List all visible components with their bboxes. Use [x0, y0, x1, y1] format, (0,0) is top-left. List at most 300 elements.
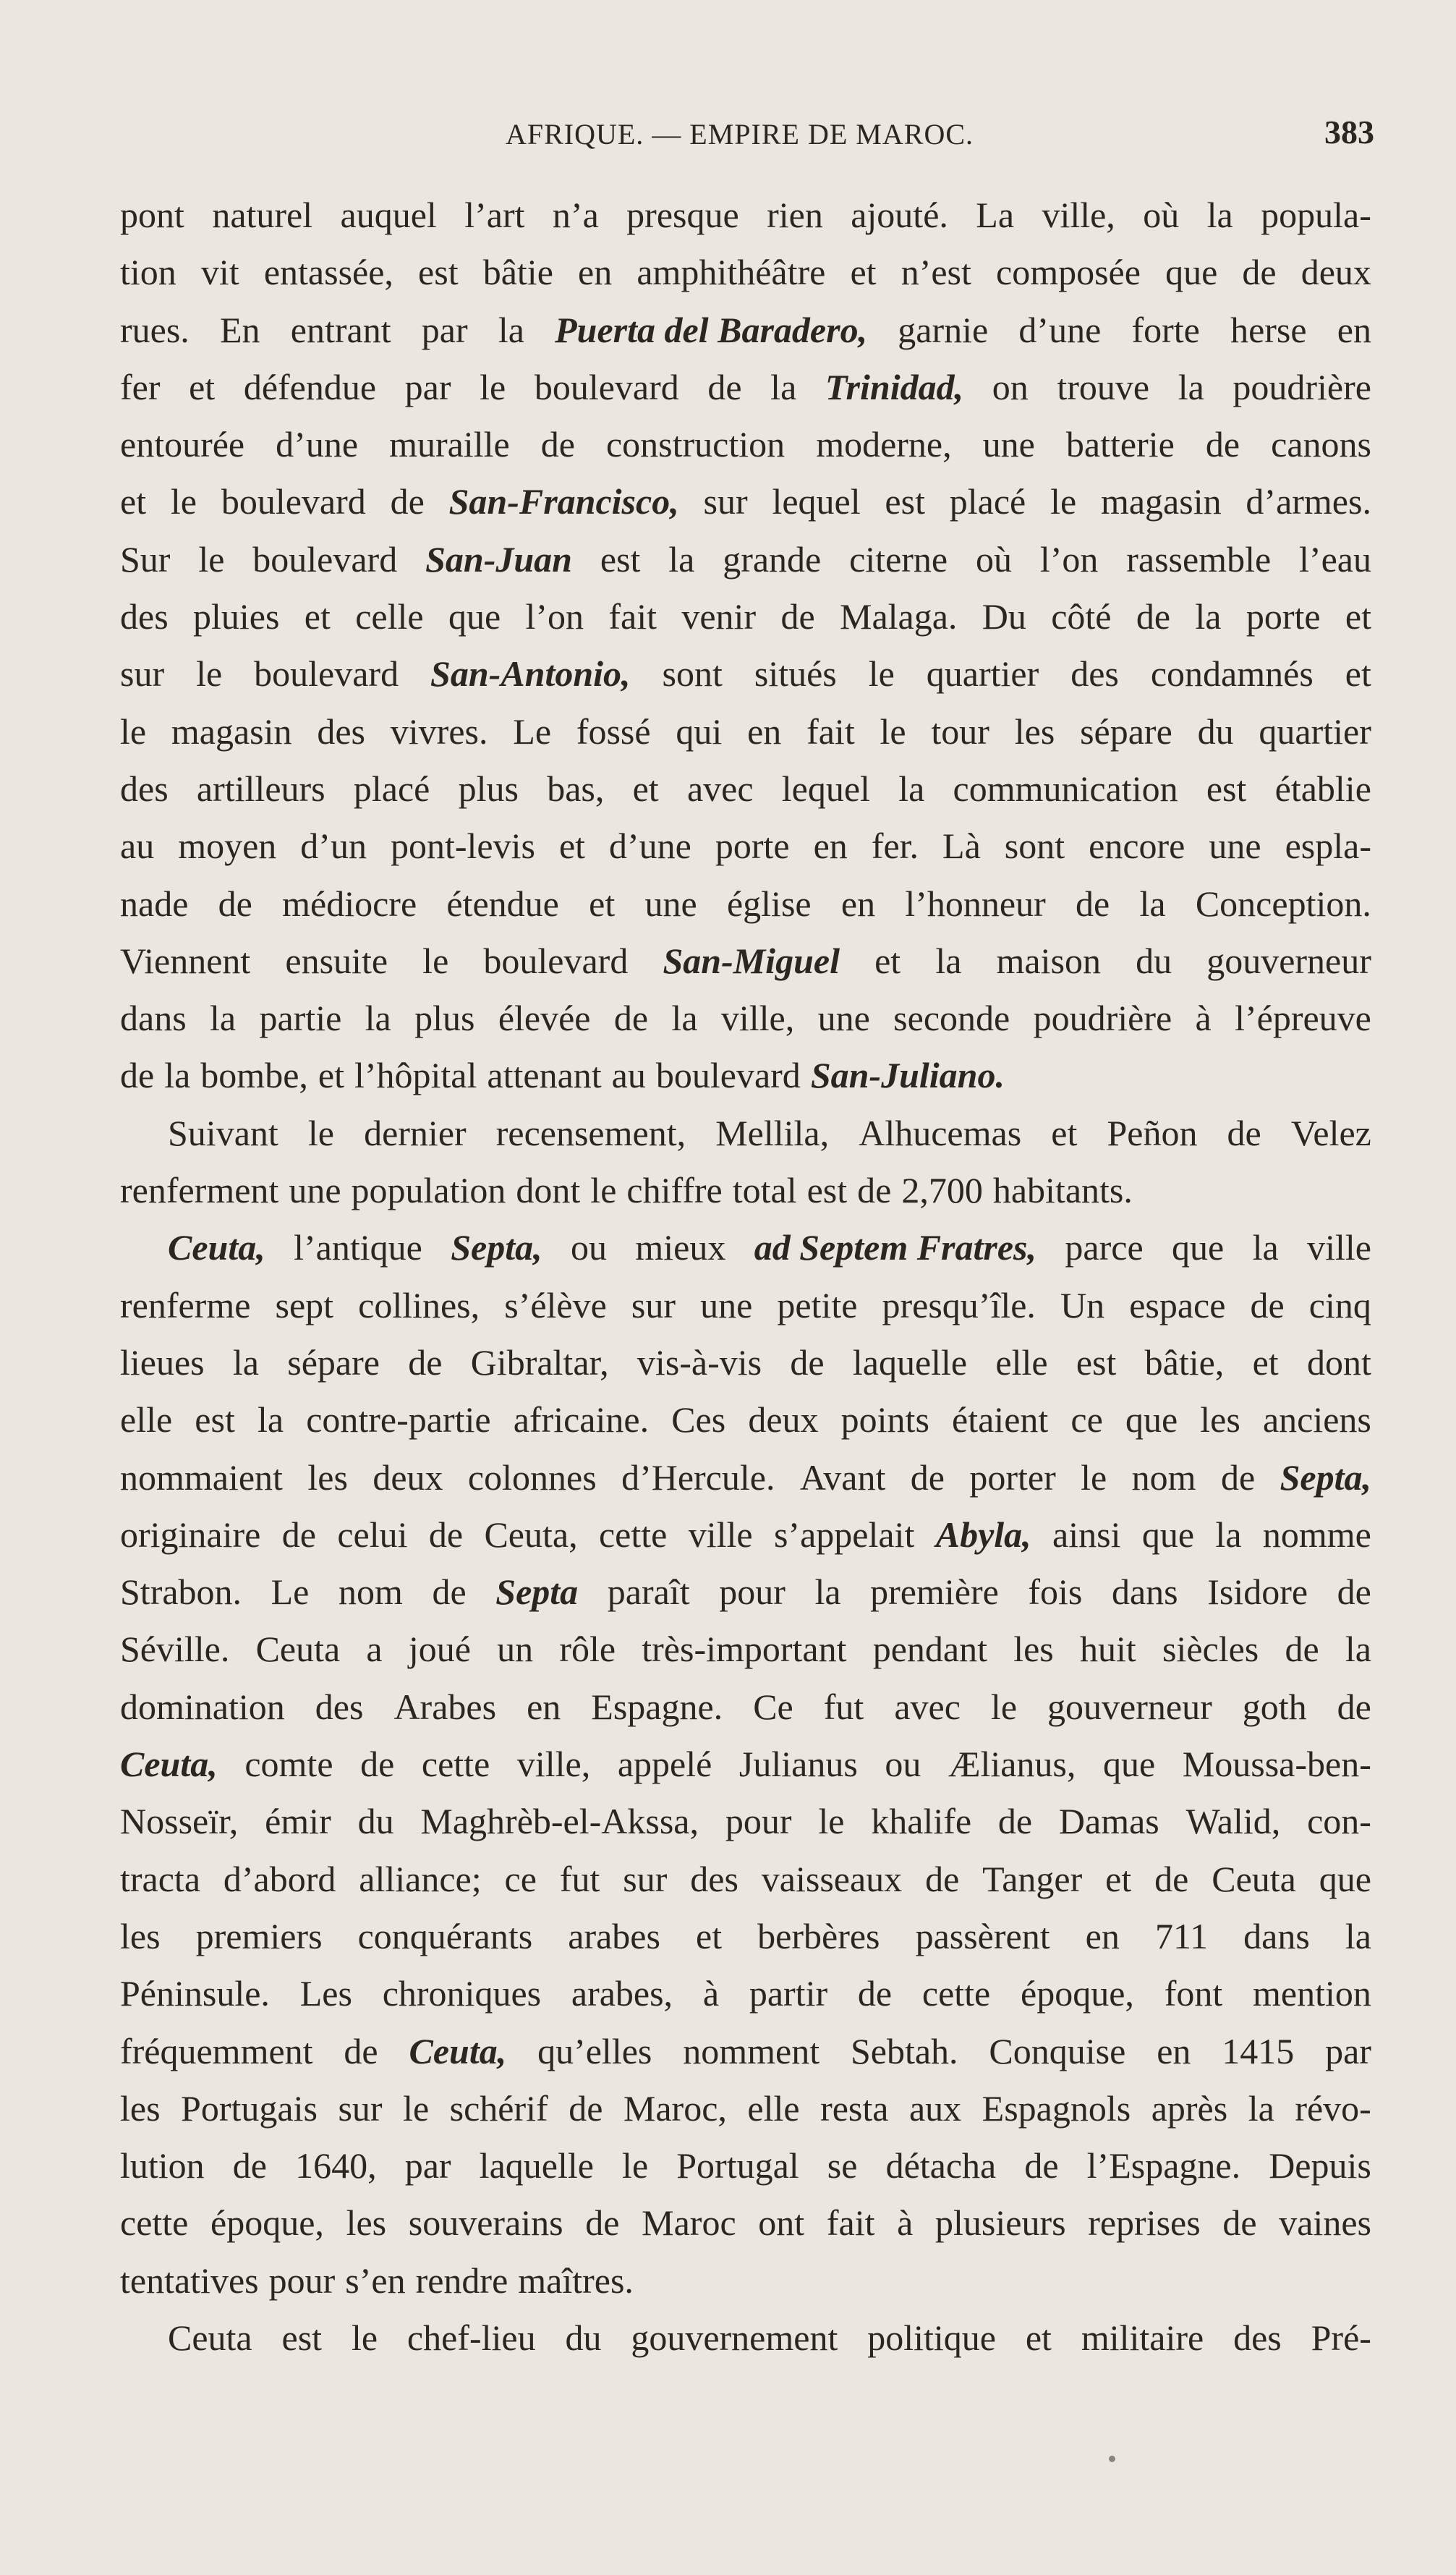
- word: Septa,: [451, 1227, 542, 1268]
- word: 711: [1154, 1915, 1209, 1956]
- word: une: [289, 1170, 341, 1211]
- word: renferme: [120, 1284, 251, 1325]
- word: et: [632, 768, 659, 809]
- word: en: [1085, 1915, 1120, 1956]
- word: attenant: [487, 1055, 602, 1096]
- word: des: [315, 1686, 364, 1727]
- word: la: [1215, 1514, 1242, 1555]
- word: ensuite: [285, 940, 388, 981]
- word: époque,: [1021, 1973, 1134, 2014]
- word: Péninsule.: [120, 1973, 270, 2014]
- text-line: [120, 875, 1371, 933]
- word: elle: [747, 2087, 800, 2129]
- word: tour: [931, 710, 989, 752]
- word: de: [997, 1801, 1033, 1842]
- word: après: [1151, 2087, 1228, 2129]
- word: arabes,: [571, 1973, 673, 2014]
- word: par: [404, 2145, 451, 2186]
- word: le: [1050, 481, 1077, 522]
- word: une: [644, 883, 697, 924]
- word: domination: [120, 1686, 285, 1727]
- word: Ceuta,: [168, 1227, 265, 1268]
- word: par: [421, 309, 468, 350]
- word: et: [874, 940, 901, 981]
- ink-speck: [1109, 2456, 1115, 2462]
- word: Maroc,: [623, 2087, 727, 2129]
- word: recensement,: [495, 1112, 686, 1153]
- text-line: [120, 2252, 1371, 2309]
- word: Puerta del Baradero,: [555, 309, 868, 350]
- word: les: [120, 1915, 161, 1956]
- word: naturel: [212, 195, 313, 235]
- word: en: [1337, 309, 1371, 350]
- word: gouvernement: [631, 2317, 838, 2358]
- word: Arabes: [393, 1686, 497, 1727]
- word: le: [307, 1112, 334, 1153]
- word: qu’elles: [537, 2030, 652, 2071]
- word: de: [585, 2202, 620, 2244]
- word: plus: [414, 998, 475, 1039]
- word: pont: [120, 195, 184, 235]
- word: en: [840, 883, 876, 924]
- word: étendue: [446, 883, 559, 924]
- word: de: [540, 424, 575, 465]
- word: Séville.: [120, 1629, 230, 1670]
- word: où: [975, 538, 1012, 580]
- word: premiers: [195, 1915, 323, 1956]
- word: cette: [921, 1973, 991, 2014]
- word: gouverneur: [1206, 940, 1371, 981]
- word: 1415: [1222, 2030, 1295, 2071]
- word: une: [982, 424, 1035, 465]
- word: de: [1205, 424, 1240, 465]
- word: de: [569, 2087, 603, 2129]
- word: de: [1250, 1284, 1285, 1325]
- word: Sebtah.: [850, 2030, 958, 2071]
- text-line: [120, 2023, 1371, 2080]
- word: se: [827, 2145, 858, 2186]
- word: de: [1242, 252, 1277, 293]
- text-line: [120, 531, 1371, 588]
- word: 2,700: [901, 1170, 983, 1211]
- word: révo-: [1295, 2087, 1371, 2129]
- word: Suivant: [168, 1112, 278, 1153]
- word: Ce: [753, 1686, 793, 1727]
- word: établie: [1274, 768, 1371, 809]
- word: de: [780, 596, 815, 637]
- word: s’en: [345, 2260, 406, 2301]
- word: que: [1125, 1399, 1178, 1441]
- word: Ceuta,: [120, 1744, 218, 1785]
- word: appelé: [617, 1744, 712, 1785]
- word: trouve: [1057, 366, 1150, 407]
- word: anciens: [1262, 1399, 1371, 1441]
- word: fois: [1028, 1571, 1083, 1613]
- word: laquelle: [479, 2145, 594, 2186]
- word: khalife: [871, 1801, 972, 1842]
- word: le: [403, 2087, 430, 2129]
- text-line: [120, 703, 1371, 760]
- word: amphithéâtre: [637, 252, 826, 293]
- word: politique: [867, 2317, 996, 2358]
- text-line: [120, 473, 1371, 530]
- word: le: [480, 366, 506, 407]
- word: au: [611, 1055, 646, 1096]
- word: les: [120, 2087, 161, 2129]
- word: est: [1076, 1341, 1117, 1383]
- text-line: [120, 588, 1371, 645]
- word: s’élève: [504, 1284, 607, 1325]
- word: des: [317, 710, 365, 752]
- word: artilleurs: [196, 768, 325, 809]
- word: fer: [120, 366, 161, 407]
- word: les: [1013, 1629, 1054, 1670]
- word: et: [189, 366, 216, 407]
- word: le: [1081, 1456, 1107, 1498]
- word: sépare: [1080, 710, 1172, 752]
- word: par: [1325, 2030, 1371, 2071]
- word: mention: [1253, 1973, 1371, 2014]
- word: popula-: [1261, 195, 1371, 235]
- word: la: [1139, 883, 1166, 924]
- word: et: [850, 252, 877, 293]
- word: siècles: [1162, 1629, 1259, 1670]
- word: points: [840, 1399, 929, 1441]
- word: par: [404, 366, 451, 407]
- word: de: [1227, 1112, 1261, 1153]
- word: la: [1178, 366, 1204, 407]
- word: défendue: [243, 366, 377, 407]
- word: garnie: [898, 309, 989, 350]
- word: Strabon.: [120, 1571, 242, 1613]
- word: deux: [748, 1399, 819, 1441]
- word: population: [351, 1170, 506, 1211]
- word: auquel: [340, 195, 437, 235]
- word: Espagnols: [982, 2087, 1131, 2129]
- text-line: [120, 1793, 1371, 1850]
- word: conquérants: [357, 1915, 533, 1956]
- word: resta: [820, 2087, 889, 2129]
- word: sont: [662, 653, 723, 695]
- word: mieux: [635, 1227, 726, 1268]
- word: Les: [299, 1973, 352, 2014]
- word: et: [1252, 1341, 1279, 1383]
- word: Ceuta: [168, 2317, 252, 2358]
- word: espace: [1129, 1284, 1226, 1325]
- text-line: [120, 1736, 1371, 1793]
- word: vit: [200, 252, 239, 293]
- word: la: [935, 940, 962, 981]
- word: cette: [120, 2202, 189, 2244]
- word: militaire: [1081, 2317, 1204, 2358]
- word: le: [196, 653, 223, 695]
- word: plus: [458, 768, 519, 809]
- word: Là: [942, 826, 981, 867]
- word: aux: [908, 2087, 962, 2129]
- word: La: [976, 195, 1015, 235]
- word: cette: [598, 1514, 668, 1555]
- word: chef-lieu: [406, 2317, 536, 2358]
- word: Julianus: [738, 1744, 858, 1785]
- word: très-important: [642, 1629, 847, 1670]
- word: ville: [688, 1514, 753, 1555]
- word: le: [351, 2317, 378, 2358]
- word: ville: [1307, 1227, 1371, 1268]
- word: des: [120, 596, 169, 637]
- word: qui: [676, 710, 723, 752]
- word: dans: [1243, 1915, 1310, 1956]
- word: elle: [120, 1399, 173, 1441]
- word: passèrent: [915, 1915, 1050, 1956]
- word: total: [732, 1170, 797, 1211]
- word: d’abord: [223, 1858, 336, 1899]
- word: citerne: [849, 538, 948, 580]
- word: souverains: [408, 2202, 563, 2244]
- word: à: [897, 2202, 914, 2244]
- word: Le: [513, 710, 552, 752]
- word: Isidore: [1207, 1571, 1308, 1613]
- word: la: [498, 309, 524, 350]
- word: colonnes: [467, 1456, 597, 1498]
- word: herse: [1230, 309, 1307, 350]
- word: un: [497, 1629, 534, 1670]
- word: bâtie,: [1144, 1341, 1225, 1383]
- word: de: [1337, 1571, 1371, 1613]
- word: porte: [1246, 596, 1321, 637]
- word: boulevard: [252, 538, 398, 580]
- word: comte: [244, 1744, 333, 1785]
- word: San-Antonio,: [430, 653, 631, 695]
- word: San-Juliano.: [810, 1055, 1005, 1096]
- word: bas,: [547, 768, 605, 809]
- word: placé: [353, 768, 430, 809]
- word: ajouté.: [851, 195, 948, 235]
- word: que: [1141, 1514, 1195, 1555]
- word: pont-levis: [390, 826, 535, 867]
- word: partie: [259, 998, 342, 1039]
- word: Ces: [671, 1399, 726, 1441]
- word: de: [428, 1514, 464, 1555]
- word: d’armes.: [1246, 481, 1371, 522]
- text-line: [120, 1277, 1371, 1334]
- word: l’antique: [294, 1227, 422, 1268]
- word: nade: [120, 883, 189, 924]
- word: des: [1070, 653, 1119, 695]
- word: la: [770, 366, 797, 407]
- word: nomment: [683, 2030, 820, 2071]
- word: que: [448, 596, 501, 637]
- word: Pré-: [1311, 2317, 1371, 2358]
- word: de: [790, 1341, 825, 1383]
- word: lieues: [120, 1341, 205, 1383]
- word: situés: [754, 653, 837, 695]
- page-header: [105, 114, 1374, 161]
- word: communication: [953, 768, 1178, 809]
- word: berbères: [757, 1915, 880, 1956]
- word: d’Hercule.: [621, 1456, 775, 1498]
- word: pluies: [193, 596, 280, 637]
- word: venir: [681, 596, 757, 637]
- word: l’hôpital: [354, 1055, 477, 1096]
- text-line: [120, 1506, 1371, 1564]
- word: une: [1209, 826, 1261, 867]
- word: médiocre: [282, 883, 417, 924]
- word: en: [527, 1686, 561, 1727]
- word: sur: [703, 481, 748, 522]
- word: Alhucemas: [859, 1112, 1022, 1153]
- word: ad Septem Fratres,: [754, 1227, 1037, 1268]
- word: de: [432, 1571, 467, 1613]
- word: placé: [949, 481, 1026, 522]
- word: de: [1154, 1858, 1189, 1899]
- word: plusieurs: [935, 2202, 1066, 2244]
- word: et: [1345, 596, 1371, 637]
- word: originaire: [120, 1514, 261, 1555]
- word: encore: [1089, 826, 1185, 867]
- text-line: [120, 1391, 1371, 1448]
- word: est: [885, 481, 925, 522]
- word: renferment: [120, 1170, 279, 1211]
- word: sur: [631, 1284, 676, 1325]
- word: Un: [1060, 1284, 1105, 1325]
- word: fut: [559, 1858, 600, 1899]
- word: Mellila,: [715, 1112, 830, 1153]
- word: les: [307, 1456, 348, 1498]
- word: ville,: [1042, 195, 1115, 235]
- running-head: AFRIQUE. — EMPIRE DE MAROC.: [505, 118, 974, 150]
- word: est: [600, 538, 641, 580]
- word: cette: [421, 1744, 490, 1785]
- word: une: [817, 998, 870, 1039]
- word: de: [120, 1055, 155, 1096]
- word: Tanger: [982, 1858, 1083, 1899]
- word: condamnés: [1150, 653, 1314, 695]
- word: et: [1051, 1112, 1078, 1153]
- word: Septa,: [1280, 1456, 1371, 1498]
- word: en: [578, 252, 613, 293]
- text-line: [120, 416, 1371, 473]
- word: espla-: [1285, 826, 1371, 867]
- word: la: [898, 768, 925, 809]
- word: pour: [268, 2260, 336, 2301]
- word: vaisseaux: [761, 1858, 903, 1899]
- word: de: [408, 1341, 443, 1383]
- word: composée: [996, 252, 1141, 293]
- word: de: [390, 481, 425, 522]
- word: Conception.: [1195, 883, 1371, 924]
- word: Du: [982, 596, 1026, 637]
- word: Moussa-ben-: [1182, 1744, 1371, 1785]
- word: Ælianus,: [948, 1744, 1076, 1785]
- word: Portugal: [676, 2145, 799, 2186]
- word: au: [120, 826, 155, 867]
- word: de: [857, 1170, 892, 1211]
- word: le: [422, 940, 449, 981]
- text-line: [120, 1679, 1371, 1736]
- word: nom: [338, 1571, 403, 1613]
- word: de: [707, 366, 742, 407]
- word: et: [304, 596, 331, 637]
- word: que: [1103, 1744, 1156, 1785]
- word: détacha: [885, 2145, 997, 2186]
- word: Damas: [1058, 1801, 1159, 1842]
- word: d’une: [609, 826, 691, 867]
- word: sépare: [287, 1341, 380, 1383]
- word: paraît: [607, 1571, 690, 1613]
- word: goth: [1242, 1686, 1307, 1727]
- word: Ceuta,: [484, 1514, 578, 1555]
- word: d’un: [300, 826, 367, 867]
- word: Espagne.: [591, 1686, 723, 1727]
- word: Le: [271, 1571, 310, 1613]
- word: des: [690, 1858, 738, 1899]
- word: de: [1136, 596, 1171, 637]
- word: que: [1319, 1858, 1371, 1899]
- word: collines,: [358, 1284, 480, 1325]
- word: bombe,: [200, 1055, 308, 1096]
- word: presque: [626, 195, 739, 235]
- word: est: [1206, 768, 1247, 809]
- word: Nosseïr,: [120, 1801, 239, 1842]
- word: et: [120, 481, 147, 522]
- word: cinq: [1308, 1284, 1371, 1325]
- word: Trinidad,: [825, 366, 964, 407]
- text-line: [120, 1965, 1371, 2022]
- word: rassemble: [1126, 538, 1272, 580]
- word: de: [1222, 2202, 1257, 2244]
- word: en: [813, 826, 848, 867]
- word: les: [1014, 710, 1055, 752]
- word: l’honneur: [905, 883, 1046, 924]
- word: lequel: [772, 481, 861, 522]
- word: chiffre: [626, 1170, 723, 1211]
- word: est: [418, 252, 459, 293]
- word: l’Espagne.: [1086, 2145, 1241, 2186]
- word: on: [992, 366, 1029, 407]
- word: rendre: [415, 2260, 508, 2301]
- word: canons: [1271, 424, 1371, 465]
- word: entassée,: [263, 252, 393, 293]
- word: de: [925, 1858, 960, 1899]
- word: Septa: [495, 1571, 579, 1613]
- word: Portugais: [181, 2087, 318, 2129]
- word: rien: [767, 195, 823, 235]
- word: porte: [715, 826, 790, 867]
- word: Malaga.: [839, 596, 958, 637]
- word: Maroc: [642, 2202, 736, 2244]
- text-line: [120, 1851, 1371, 1908]
- word: deux: [1300, 252, 1371, 293]
- word: San-Juan: [425, 538, 572, 580]
- text-line: [120, 990, 1371, 1047]
- word: est: [281, 2317, 323, 2358]
- text-line: [120, 2137, 1371, 2194]
- word: le: [990, 1686, 1018, 1727]
- word: deux: [372, 1456, 443, 1498]
- word: construction: [605, 424, 786, 465]
- word: ville,: [516, 1744, 591, 1785]
- word: boulevard: [483, 940, 629, 981]
- body-text: [120, 187, 1371, 2367]
- word: ont: [758, 2202, 805, 2244]
- word: dans: [120, 998, 187, 1039]
- word: ce: [1070, 1399, 1103, 1441]
- word: lequel: [781, 768, 870, 809]
- word: le: [590, 1170, 617, 1211]
- word: vis-à-vis: [637, 1341, 762, 1383]
- word: Conquise: [989, 2030, 1126, 2071]
- word: l’épreuve: [1235, 998, 1371, 1039]
